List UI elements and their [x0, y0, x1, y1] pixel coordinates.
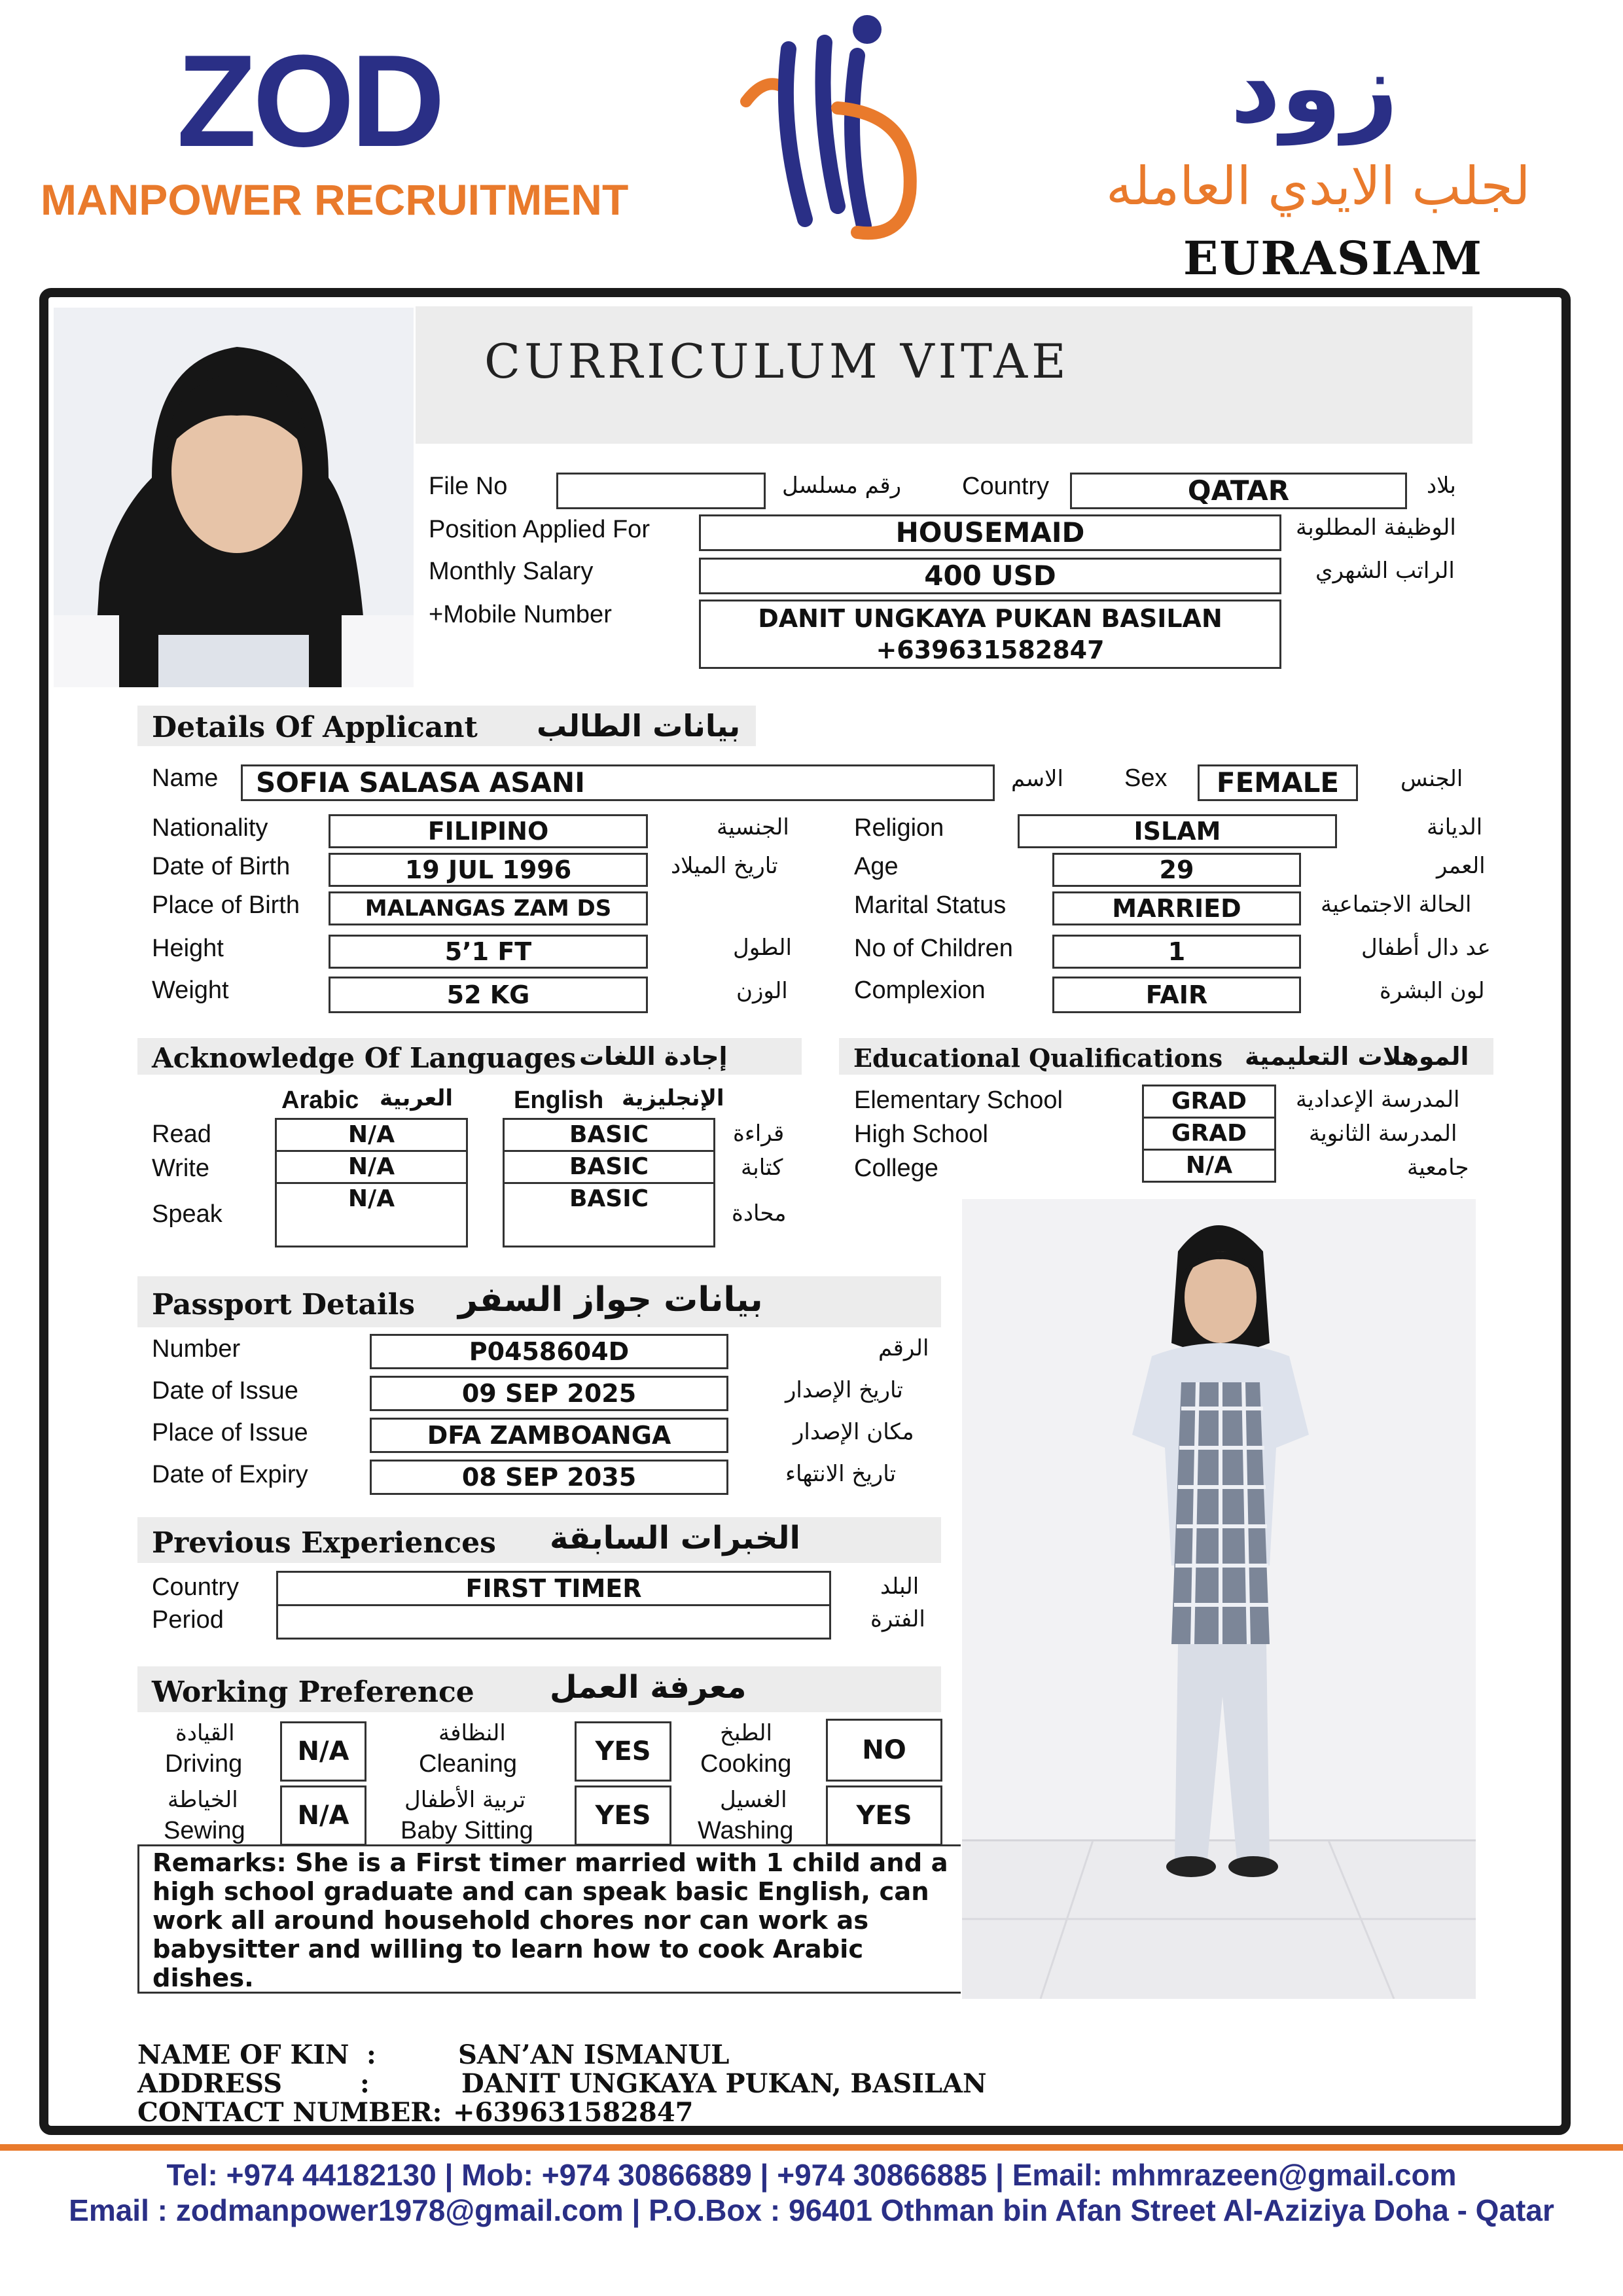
file-no-field[interactable] — [556, 473, 766, 509]
baby-sitting-arabic-label: تربية الأطفال — [404, 1787, 526, 1813]
salary-arabic-label: الراتب الشهري — [1315, 558, 1455, 584]
cleaning-cell[interactable]: YES — [575, 1721, 671, 1782]
mobile-address-line: DANIT UNGKAYA PUKAN BASILAN — [758, 604, 1222, 633]
elementary-label: Elementary School — [854, 1086, 1063, 1114]
highschool-label: High School — [854, 1121, 988, 1148]
speak-arabic-label: محادة — [732, 1200, 787, 1227]
brand-subtitle: MANPOWER RECRUITMENT — [41, 175, 629, 224]
preference-section-header — [137, 1666, 941, 1712]
speak-label: Speak — [152, 1200, 223, 1228]
college-label: College — [854, 1155, 938, 1182]
weight-field[interactable]: 52 KG — [329, 977, 648, 1013]
washing-arabic-label: الغسيل — [720, 1787, 787, 1813]
children-label: No of Children — [854, 935, 1013, 962]
age-label: Age — [854, 853, 899, 880]
kin-name-value: SAN’AN ISMANUL — [458, 2039, 730, 2070]
company-emblem-icon — [726, 10, 936, 259]
religion-field[interactable]: ISLAM — [1018, 814, 1337, 848]
experience-section-header — [137, 1517, 941, 1563]
english-column-label: English — [514, 1086, 604, 1114]
highschool-arabic-label: المدرسة الثانوية — [1309, 1121, 1457, 1147]
cooking-arabic-label: الطبخ — [720, 1720, 772, 1746]
kin-address-value: DANIT UNGKAYA PUKAN, BASILAN — [461, 2068, 987, 2099]
nationality-arabic-label: الجنسية — [717, 814, 789, 840]
pob-label: Place of Birth — [152, 891, 300, 919]
languages-heading-arabic: إجادة اللغات — [579, 1042, 728, 1071]
salary-label: Monthly Salary — [429, 558, 594, 585]
country-field[interactable]: QATAR — [1070, 473, 1407, 509]
footer-contact-line-1: Tel: +974 44182130 | Mob: +974 30866889 | +974 30866885 | Email: mhmrazeen@gmail.com — [166, 2158, 1457, 2192]
position-field[interactable]: HOUSEMAID — [699, 514, 1281, 551]
file-no-label: File No — [429, 473, 508, 500]
kin-contact-label: CONTACT NUMBER: — [137, 2097, 442, 2128]
country-arabic-label: بلاد — [1427, 473, 1456, 499]
experience-period-field[interactable] — [276, 1604, 831, 1640]
dob-field[interactable]: 19 JUL 1996 — [329, 853, 648, 887]
complexion-label: Complexion — [854, 977, 986, 1004]
name-arabic-label: الاسم — [1011, 766, 1063, 792]
footer-divider — [0, 2144, 1623, 2151]
driving-cell[interactable]: N/A — [280, 1721, 366, 1782]
write-arabic-label: كتابة — [741, 1155, 783, 1181]
education-heading: Educational Qualifications — [853, 1043, 1223, 1073]
sex-field[interactable]: FEMALE — [1198, 764, 1358, 801]
nationality-label: Nationality — [152, 814, 268, 842]
applicant-full-body-photo — [962, 1199, 1476, 1999]
arabic-read-cell[interactable]: N/A — [275, 1118, 468, 1152]
issue-date-arabic-label: تاريخ الإصدار — [785, 1377, 903, 1403]
position-label: Position Applied For — [429, 516, 650, 543]
age-field[interactable]: 29 — [1052, 853, 1301, 887]
english-read-cell[interactable]: BASIC — [503, 1118, 715, 1152]
passport-heading: Passport Details — [152, 1288, 416, 1321]
remarks-box — [137, 1844, 961, 1994]
children-field[interactable]: 1 — [1052, 935, 1301, 969]
children-arabic-label: عد دال أطفال — [1361, 935, 1491, 961]
issue-place-arabic-label: مكان الإصدار — [793, 1419, 914, 1445]
experience-period-label: Period — [152, 1606, 224, 1634]
preference-heading-arabic: معرفة العمل — [550, 1669, 747, 1706]
issue-place-label: Place of Issue — [152, 1419, 308, 1446]
preference-heading: Working Preference — [152, 1676, 474, 1709]
write-label: Write — [152, 1155, 209, 1182]
sex-arabic-label: الجنس — [1400, 766, 1463, 792]
arabic-write-cell[interactable]: N/A — [275, 1150, 468, 1184]
mobile-label: +Mobile Number — [429, 601, 612, 628]
dob-arabic-label: تاريخ الميلاد — [671, 853, 778, 879]
issue-date-label: Date of Issue — [152, 1377, 298, 1405]
mobile-number-line: +639631582847 — [876, 636, 1105, 664]
footer-contact-line-2: Email : zodmanpower1978@gmail.com | P.O.Box : 96401 Othman bin Afan Street Al-Aziziya Doha - Qatar — [69, 2193, 1554, 2227]
washing-cell[interactable]: YES — [826, 1785, 942, 1846]
name-label: Name — [152, 764, 219, 792]
complexion-arabic-label: لون البشرة — [1380, 978, 1485, 1004]
kin-address-label: ADDRESS — [137, 2068, 283, 2099]
kin-address-colon: : — [360, 2068, 370, 2099]
education-heading-arabic: الموهلات التعليمية — [1245, 1042, 1469, 1071]
height-arabic-label: الطول — [733, 935, 792, 961]
religion-label: Religion — [854, 814, 944, 842]
applicant-portrait-photo — [54, 308, 414, 687]
complexion-field[interactable]: FAIR — [1052, 977, 1301, 1013]
english-column-label-arabic: الإنجليزية — [622, 1085, 724, 1111]
english-speak-cell[interactable]: BASIC — [503, 1182, 715, 1247]
partner-name: EURASIAM — [1183, 231, 1483, 285]
elementary-arabic-label: المدرسة الإعدادية — [1296, 1086, 1460, 1113]
sex-label: Sex — [1124, 764, 1168, 792]
sewing-label: Sewing — [164, 1817, 245, 1844]
arabic-column-label-arabic: العربية — [380, 1085, 454, 1111]
kin-name-label: NAME OF KIN — [137, 2039, 349, 2070]
height-label: Height — [152, 935, 224, 962]
experience-country-arabic-label: البلد — [880, 1573, 919, 1600]
baby-sitting-cell[interactable]: YES — [575, 1785, 671, 1846]
read-label: Read — [152, 1121, 211, 1148]
sewing-cell[interactable]: N/A — [280, 1785, 366, 1846]
college-arabic-label: جامعية — [1407, 1155, 1469, 1181]
country-label: Country — [962, 473, 1050, 500]
education-section-header — [839, 1038, 1493, 1075]
passport-number-arabic-label: الرقم — [878, 1335, 929, 1361]
arabic-column-label: Arabic — [281, 1086, 359, 1114]
passport-heading-arabic: بيانات جواز السفر — [458, 1280, 763, 1319]
passport-number-field[interactable]: P0458604D — [370, 1334, 728, 1369]
experience-heading: Previous Experiences — [152, 1526, 496, 1560]
cooking-cell[interactable]: NO — [826, 1719, 942, 1782]
experience-country-label: Country — [152, 1573, 240, 1601]
experience-heading-arabic: الخبرات السابقة — [550, 1520, 800, 1556]
baby-sitting-label: Baby Sitting — [401, 1817, 533, 1844]
experience-period-arabic-label: الفترة — [870, 1606, 925, 1632]
file-no-arabic-label: رقم مسلسل — [782, 473, 901, 499]
name-field[interactable]: SOFIA SALASA ASANI — [241, 764, 995, 801]
applicant-section-header — [137, 706, 756, 746]
arabic-speak-cell[interactable]: N/A — [275, 1182, 468, 1247]
passport-number-label: Number — [152, 1335, 241, 1363]
kin-name-colon: : — [366, 2039, 376, 2070]
brand-logo-text: ZOD — [177, 28, 442, 174]
expiry-date-field[interactable]: 08 SEP 2035 — [370, 1460, 728, 1495]
expiry-date-arabic-label: تاريخ الانتهاء — [785, 1461, 897, 1487]
driving-arabic-label: القيادة — [175, 1720, 235, 1746]
cleaning-label: Cleaning — [419, 1750, 517, 1778]
marital-arabic-label: الحالة الاجتماعية — [1321, 891, 1472, 918]
religion-arabic-label: الديانة — [1427, 814, 1483, 840]
age-arabic-label: العمر — [1436, 853, 1486, 879]
languages-heading: Acknowledge Of Languages — [152, 1042, 577, 1074]
marital-field[interactable]: MARRIED — [1052, 891, 1301, 925]
dob-label: Date of Birth — [152, 853, 291, 880]
passport-section-header — [137, 1276, 941, 1327]
cv-title-banner — [416, 306, 1472, 444]
cv-title: CURRICULUM VITAE — [484, 334, 1070, 389]
elementary-cell[interactable]: GRAD — [1142, 1085, 1276, 1119]
college-cell[interactable]: N/A — [1142, 1149, 1276, 1183]
position-arabic-label: الوظيفة المطلوبة — [1296, 514, 1456, 541]
mobile-field[interactable] — [699, 600, 1281, 669]
expiry-date-label: Date of Expiry — [152, 1461, 308, 1488]
issue-place-field[interactable]: DFA ZAMBOANGA — [370, 1418, 728, 1453]
english-write-cell[interactable]: BASIC — [503, 1150, 715, 1184]
salary-field[interactable]: 400 USD — [699, 558, 1281, 594]
highschool-cell[interactable]: GRAD — [1142, 1117, 1276, 1151]
issue-date-field[interactable]: 09 SEP 2025 — [370, 1376, 728, 1411]
height-field[interactable]: 5’1 FT — [329, 935, 648, 969]
weight-arabic-label: الوزن — [736, 978, 788, 1004]
weight-label: Weight — [152, 977, 229, 1004]
driving-label: Driving — [165, 1750, 243, 1778]
languages-section-header — [137, 1038, 802, 1075]
experience-country-field[interactable]: FIRST TIMER — [276, 1571, 831, 1606]
pob-field[interactable]: MALANGAS ZAM DS — [329, 891, 648, 925]
read-arabic-label: قراءة — [733, 1121, 785, 1147]
nationality-field[interactable]: FILIPINO — [329, 814, 648, 848]
sewing-arabic-label: الخياطة — [168, 1787, 238, 1813]
brand-subtitle-arabic: لجلب الايدي العامله — [1106, 156, 1531, 217]
brand-logo-arabic: زود — [1230, 31, 1399, 145]
washing-label: Washing — [698, 1817, 794, 1844]
marital-label: Marital Status — [854, 891, 1007, 919]
remarks-text: Remarks: She is a First timer married with 1 child and a high school graduate and can speak basic English, can work all around household chores nor can work as babysitter and willing to learn how to cook Arabic dishes. — [152, 1848, 948, 1993]
cooking-label: Cooking — [700, 1750, 792, 1778]
applicant-heading: Details Of Applicant — [152, 711, 478, 744]
kin-contact-value: +639631582847 — [453, 2097, 694, 2128]
cleaning-arabic-label: النظافة — [438, 1720, 506, 1746]
applicant-heading-arabic: بيانات الطالب — [537, 708, 741, 744]
